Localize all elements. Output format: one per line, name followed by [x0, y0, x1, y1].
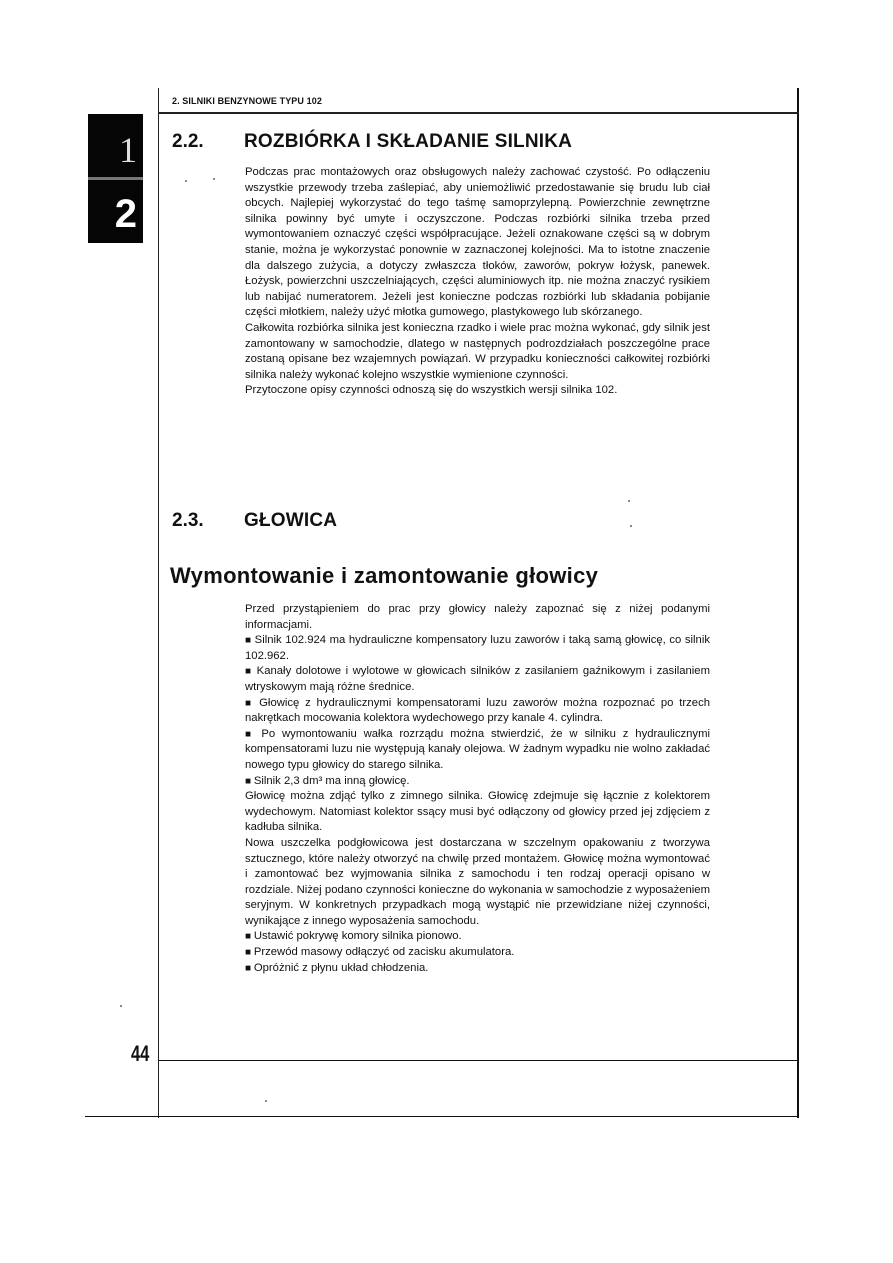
paragraph: Nowa uszczelka podgłowicowa jest dostarczana w szczelnym opakowaniu z tworzywa sztucznego, które należy otworzyć na chwilę przed montażem. Głowicę można wymontować i zamontować bez wyjmowania silnika z samochodu i ten rodzaj operacji opisano w rozdziale. Niżej podano czynności konieczne do wykonania w samochodzie z wyposażeniem seryjnym. W konkretnych przypadkach mogą wystąpić nie przewidziane niżej czynności, wynikające z innego wyposażenia samochodu. [245, 836, 710, 927]
page-bottom-rule [85, 1116, 799, 1117]
chapter-tab-1 [88, 114, 143, 177]
header-rule [159, 112, 799, 114]
note-item: ■ Po wymontowaniu wałka rozrządu można stwierdzić, że w silniku z hydraulicznymi kompensatorami luzu nie występują kanały olejowa. W żadnym wypadku nie wolno zakładać nowego typu głowicy do starego silnika. [245, 727, 710, 774]
scan-speck [185, 180, 187, 182]
scan-speck [120, 1005, 122, 1007]
page-number: 44 [131, 1041, 150, 1066]
footer-rule [159, 1060, 799, 1061]
section-2-2-number: 2.2. [172, 131, 204, 152]
section-2-2-body [245, 165, 710, 399]
chapter-tab-1-label: 1 [119, 130, 137, 170]
scan-speck [265, 1100, 267, 1102]
subsection-title: Wymontowanie i zamontowanie głowicy [170, 563, 599, 588]
scan-speck [628, 500, 630, 502]
paragraph: Przytoczone opisy czynności odnoszą się do wszystkich wersji silnika 102. [245, 384, 618, 397]
step-item: ■ Przewód masowy odłączyć od zacisku akumulatora. [245, 945, 710, 961]
section-2-3-title: GŁOWICA [244, 510, 338, 531]
note-item: ■ Silnik 2,3 dm³ ma inną głowicę. [245, 774, 710, 790]
paragraph: Podczas prac montażowych oraz obsługowych należy zachować czystość. Po odłączeniu wszystkie przewody trzeba zaślepiać, aby uniemożliwić przedostawanie się brudu lub ciał obcych. Najlepiej wykorzystać do tego taśmę samoprzylepną. Powierzchnie zewnętrzne silnika powinny być umyte i oczyszczone. Podczas rozbiórki silnika trzeba przed wymontowaniem oznaczyć części współpracujące. Jeżeli oznakowane części są w dobrym stanie, można je wykorzystać ponownie w zaznaczonej kolejności. Ma to istotne znaczenie dla dalszego zużycia, a dotyczy zwłaszcza tłoków, zaworów, pokryw łożysk, panewek. Łożysk, powierzchni uszczelniających, części aluminiowych itp. nie można znaczyć rysikiem lub nabijać numeratorem. Jeżeli jest konieczne podczas rozbiórki lub składania pobijanie części młotkiem, należy użyć młotka gumowego, plastykowego lub skórzanego. [245, 166, 710, 319]
chapter-tab-2-label: 2 [114, 192, 137, 236]
running-head: 2. SILNIKI BENZYNOWE TYPU 102 [172, 96, 322, 106]
scan-speck [630, 525, 632, 527]
note-item: ■ Kanały dolotowe i wylotowe w głowicach silników z zasilaniem gaźnikowym i zasilaniem wtryskowym mają różne średnice. [245, 664, 710, 695]
step-item: ■ Opróżnić z płynu układ chłodzenia. [245, 961, 710, 977]
section-2-2-title: ROZBIÓRKA I SKŁADANIE SILNIKA [244, 131, 573, 152]
section-2-3-body [245, 602, 710, 976]
note-item: ■ Silnik 102.924 ma hydrauliczne kompensatory luzu zaworów i taką samą głowicę, co silnik 102.962. [245, 633, 710, 664]
note-item: ■ Głowicę z hydraulicznymi kompensatorami luzu zaworów można rozpoznać po trzech nakrętkach mocowania kolektora wydechowego przy kanale 4. cylindra. [245, 696, 710, 727]
right-margin-rule [797, 88, 799, 1118]
step-item: ■ Ustawić pokrywę komory silnika pionowo. [245, 929, 710, 945]
section-2-3-number: 2.3. [172, 510, 204, 531]
intro-paragraph: Przed przystąpieniem do prac przy głowicy należy zapoznać się z niżej podanymi informacjami. [245, 603, 710, 631]
left-margin-rule [158, 88, 159, 1118]
paragraph: Całkowita rozbiórka silnika jest konieczna rzadko i wiele prac można wykonać, gdy silnik jest zamontowany w samochodzie, dlatego w następnych podrozdziałach poszczególne prace zostaną opisane bez wzajemnych powiązań. W przypadku konieczności całkowitej rozbiórki silnika należy wykonać kolejno wszystkie wymienione czynności. [245, 321, 710, 381]
paragraph: Głowicę można zdjąć tylko z zimnego silnika. Głowicę zdejmuje się łącznie z kolektorem wydechowym. Natomiast kolektor ssący musi być odłączony od głowicy przed jej zdjęciem z kadłuba silnika. [245, 790, 710, 834]
scan-speck [213, 178, 215, 180]
chapter-tab-2-active [88, 180, 143, 243]
